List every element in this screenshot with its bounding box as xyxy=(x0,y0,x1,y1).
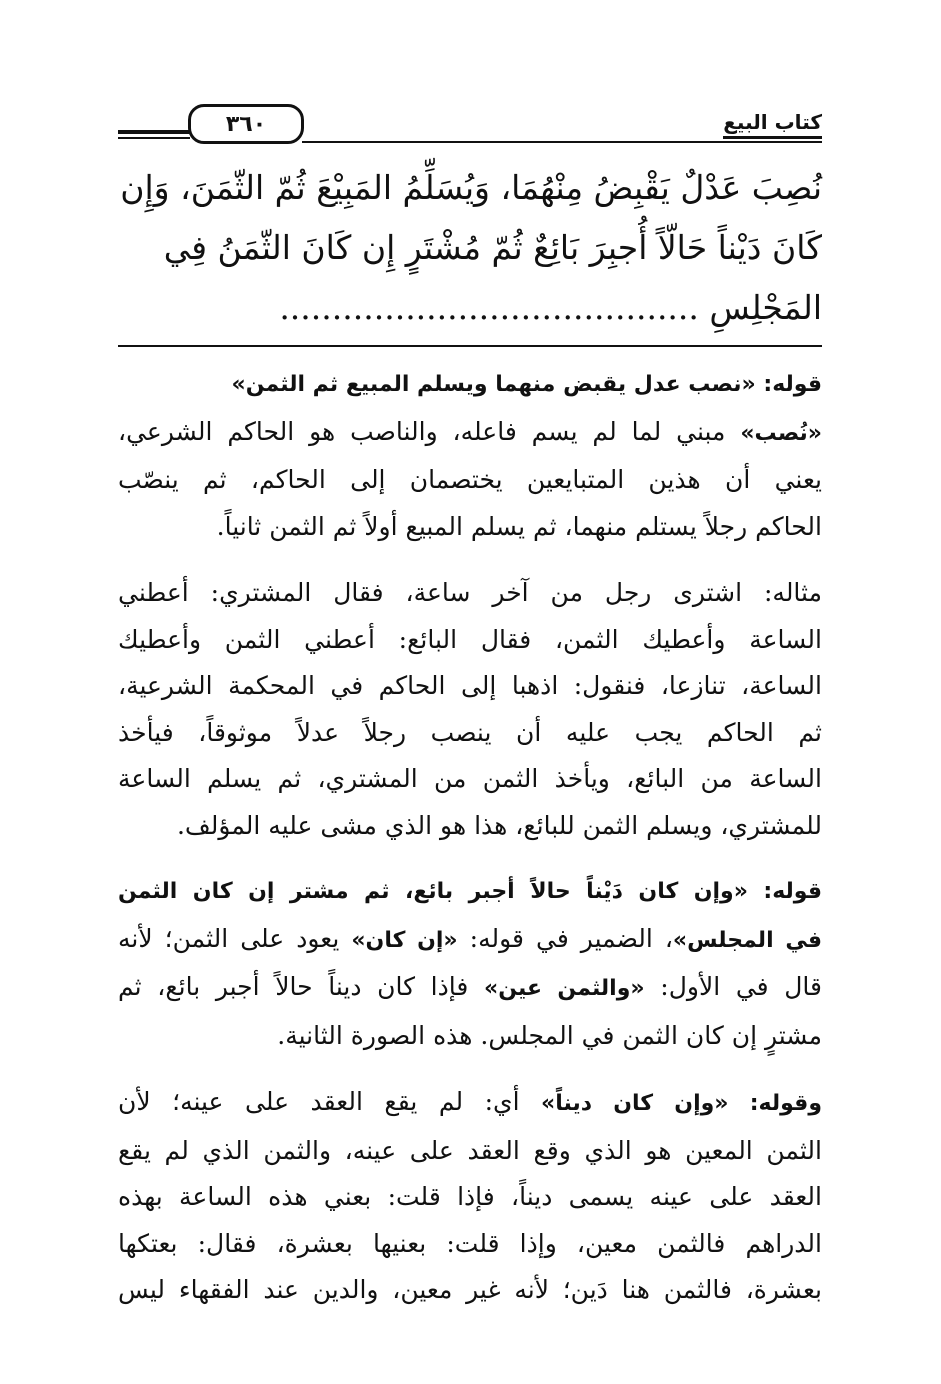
quoted-heading: قوله: «وإن كان دَيْناً حالاً أجبر بائع، ثم مشتر إن كان الثمن xyxy=(118,879,822,904)
text-span: قال في الأول: xyxy=(644,972,822,1001)
section-divider xyxy=(118,345,822,347)
text-span: مبني لما لم يسم فاعله، والناصب هو الحاكم الشرعي، xyxy=(118,416,741,446)
header-rule-thick xyxy=(118,130,190,134)
matn-line: كَانَ دَيْناً حَالّاً أُجبِرَ بَائِعٌ ثُمّ مُشْتَرٍ إِن كَانَ الثّمَنُ فِي xyxy=(163,228,822,267)
text-line: مشترٍ إن كان الثمن في المجلس. هذه الصورة الثانية. xyxy=(277,1020,822,1050)
book-title: كتاب البيع xyxy=(723,110,822,139)
quoted-heading: قوله: «نصب عدل يقبض منهما ويسلم المبيع ثم الثمن» xyxy=(231,372,822,397)
matn-line: المَجْلِسِ ........................................ xyxy=(279,288,822,327)
text-line xyxy=(118,1079,822,1128)
text-span: أي: لم يقع العقد على عينه؛ لأن xyxy=(118,1087,542,1116)
paragraph xyxy=(118,362,822,550)
page-number: ٣٦٠ xyxy=(188,104,304,144)
text-line: الدراهم فالثمن معين، وإذا قلت: بعنيها بعشرة، فقال: بعتكها xyxy=(118,1228,822,1258)
page-header xyxy=(118,104,822,148)
text-line xyxy=(118,409,822,458)
text-span: يعود على الثمن؛ لأنه xyxy=(118,923,352,953)
text-line: الحاكم رجلاً يستلم منهما، ثم يسلم المبيع أولاً ثم الثمن ثانياً. xyxy=(216,511,822,541)
text-line: بعشرة، فالثمن هنا دَين؛ لأنه غير معين، والدين عند الفقهاء ليس xyxy=(118,1275,822,1304)
text-line: للمشتري، ويسلم الثمن للبائع، هذا هو الذي مشى عليه المؤلف. xyxy=(176,810,822,840)
matn-line: نُصِبَ عَدْلٌ يَقْبِضُ مِنْهُمَا، وَيُسَلِّمُ المَبِيْعَ ثُمّ الثّمَنَ، وَإِن xyxy=(120,168,822,207)
text-line: ثم الحاكم يجب عليه أن ينصب رجلاً عدلاً موثوقاً، فيأخذ xyxy=(118,717,822,747)
quoted-term: في المجلس» xyxy=(672,927,822,953)
text-line: الساعة، تنازعا، فنقول: اذهبا إلى الحاكم في المحكمة الشرعية، xyxy=(118,671,822,700)
paragraph xyxy=(118,570,822,849)
text-span: ، الضمير في قوله: xyxy=(457,923,673,953)
quoted-term: «إن كان» xyxy=(351,927,458,953)
text-span: فإذا كان ديناً حالاً أجبر بائع، ثم xyxy=(118,972,484,1001)
commentary xyxy=(118,362,822,1334)
text-line xyxy=(118,916,822,965)
text-line: الساعة وأعطيك الثمن، فقال البائع: أعطني الثمن وأعطيك xyxy=(118,624,822,654)
header-rule xyxy=(302,141,822,143)
paragraph xyxy=(118,1079,822,1314)
quoted-term: «نُصب» xyxy=(740,420,822,446)
matn-text xyxy=(118,158,822,338)
text-line: الساعة من البائع، ويأخذ الثمن من المشتري، ثم يسلم الساعة xyxy=(118,764,822,793)
quoted-term: «والثمن عين» xyxy=(484,976,645,1001)
text-line: مثاله: اشترى رجل من آخر ساعة، فقال المشتري: أعطني xyxy=(118,578,822,607)
text-line xyxy=(118,964,822,1013)
text-line: يعني أن هذين المتبايعين يختصمان إلى الحاكم، ثم ينصّب xyxy=(118,465,822,494)
quoted-term: وقوله: «وإن كان ديناً» xyxy=(541,1091,822,1116)
text-line: العقد على عينه يسمى ديناً، فإذا قلت: بعني هذه الساعة بهذه xyxy=(118,1182,822,1211)
paragraph xyxy=(118,869,822,1059)
text-line: الثمن المعين هو الذي وقع العقد على عينه، والثمن الذي لم يقع xyxy=(118,1135,822,1165)
header-rule-thin xyxy=(118,137,190,139)
